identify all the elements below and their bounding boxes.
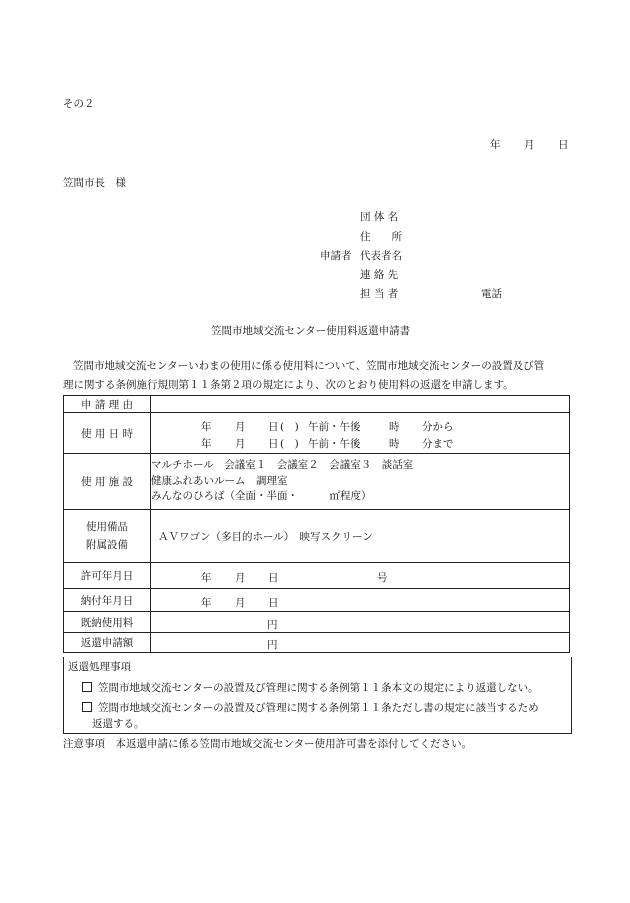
paid-fee-value[interactable]: 円 [151,612,570,633]
equipment-value[interactable]: ＡＶワゴン（多目的ホール） 映写スクリーン [151,510,570,563]
intro-line-1: 笠間市地域交流センターいわまの使用に係る使用料について、笠間市地域交流センターの設置及び管 [73,360,545,372]
usage-date-label: 使 用 日 時 [64,413,151,454]
refund-value[interactable]: 円 [151,633,570,653]
facility-line-2: 健康ふれあいルーム 調理室 [151,474,288,487]
facility-line-1: マルチホール 会議室１ 会議室２ 会議室３ 談話室 [151,458,414,471]
paid-fee-label: 既納使用料 [64,612,151,633]
equipment-label-1: 使用備品 [86,521,128,533]
processing-option-1[interactable]: 笠間市地域交流センターの設置及び管理に関する条例第１１条本文の規定により返還しない。 [82,682,539,694]
reason-value[interactable] [151,396,570,413]
date-line [490,140,570,152]
facility-line-3: みんなのひろば（全面・半面・ ㎡程度） [151,490,372,503]
note: 注意事項 本返還申請に係る笠間市地域交流センター使用許可書を添付してください。 [63,738,473,750]
facility-label: 使 用 施 設 [64,454,151,510]
document-number: その２ [63,98,95,110]
refund-form-table [63,395,570,653]
applicant-label: 申請者 [320,250,352,262]
reason-label: 申 請 理 由 [64,396,151,413]
document-title: 笠間市地域交流センター使用料返還申請書 [211,325,411,337]
facility-value[interactable] [151,454,570,510]
representative-label: 代表者名 [360,250,402,262]
intro-line-2: 理に関する条例施行規則第１１条第２項の規定により、次のとおり使用料の返還を申請します。 [63,379,514,391]
usage-end-line: 年 月 日 ( ) 午前・午後 時 分まで [201,438,454,450]
processing-section [63,657,572,734]
addressee: 笠間市長 様 [63,177,126,189]
date-year: 年 [490,139,501,151]
processing-heading: 返還処理事項 [68,661,131,673]
checkbox-icon[interactable] [82,682,92,692]
date-day: 日 [558,139,569,151]
date-month: 月 [524,139,535,151]
refund-label: 返還申請額 [64,633,151,653]
group-name-label: 団 体 名 [360,211,399,223]
processing-option-2-cont: 返還する。 [92,718,145,730]
contact-label: 連 絡 先 [360,269,399,281]
equipment-label [64,510,151,563]
paid-date-label: 納付年月日 [64,589,151,612]
permit-date-label: 許可年月日 [64,563,151,589]
checkbox-icon[interactable] [82,702,92,712]
paid-date-value[interactable]: 年 月 日 [151,589,570,612]
equipment-label-2: 附属設備 [86,539,128,551]
usage-date-value[interactable] [151,413,570,454]
address-label: 住 所 [360,231,402,243]
permit-date-value[interactable]: 年 月 日 号 [151,563,570,589]
usage-start-line: 年 月 日 ( ) 午前・午後 時 分から [201,421,454,433]
phone-label: 電話 [481,288,502,300]
processing-option-2[interactable]: 笠間市地域交流センターの設置及び管理に関する条例第１１条ただし書の規定に該当するため [82,702,539,714]
person-label: 担 当 者 [360,288,399,300]
